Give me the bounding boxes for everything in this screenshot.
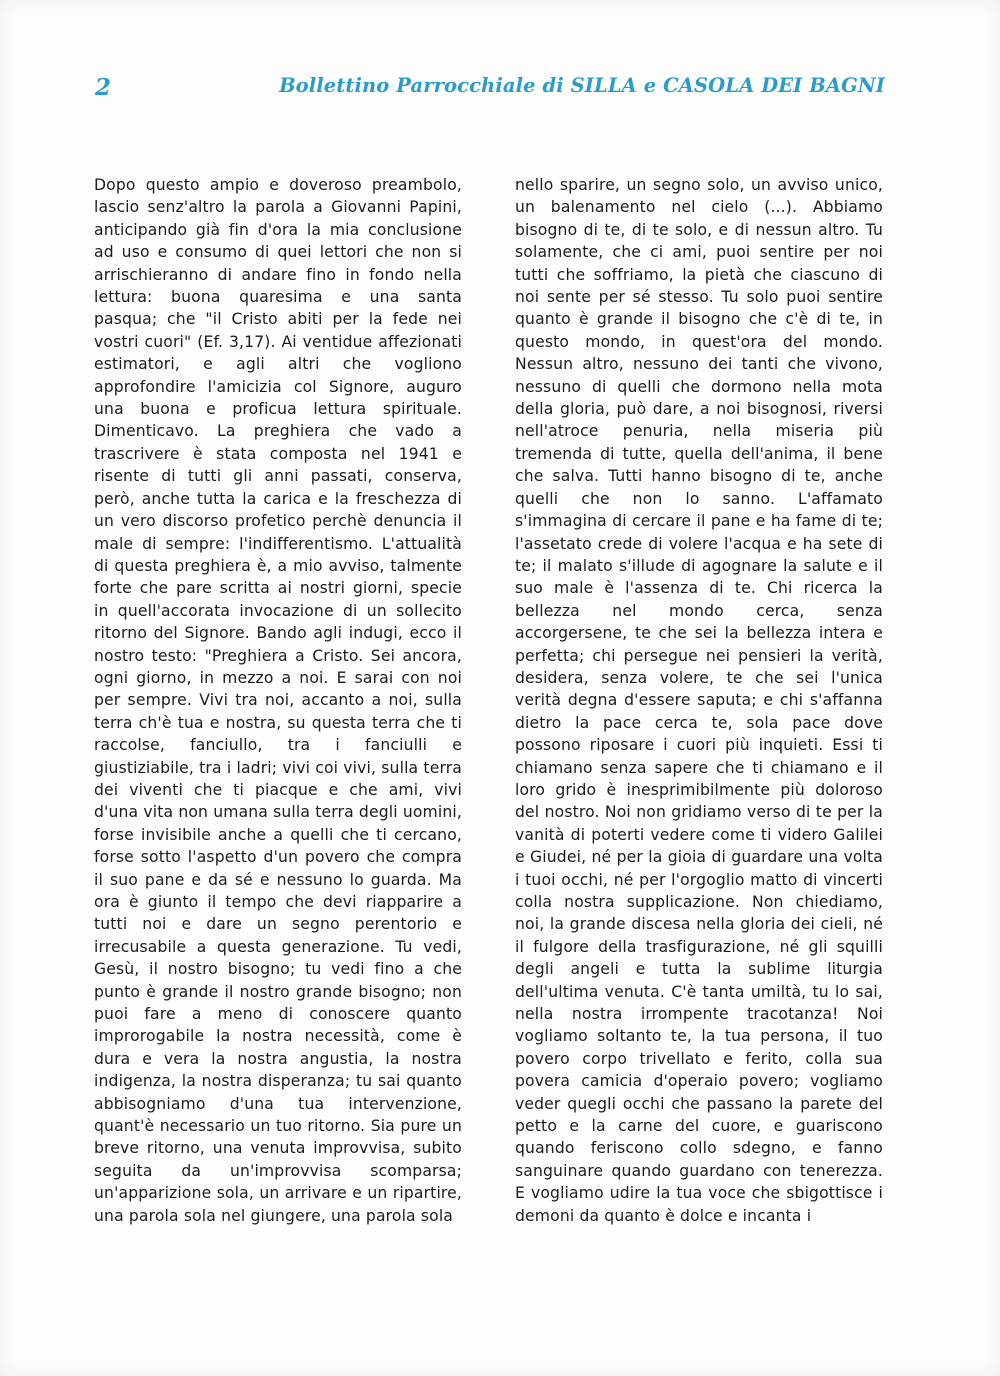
article-text-left: Dopo questo ampio e doveroso preambolo, lascio senz'altro la parola a Giovanni Papini, anticipando già fin d'ora la mia conclusione ad uso e consumo di quei lettori che non si arrischieranno di andare fino in fondo nella lettura: buona quaresima e una santa pasqua; che "il Cristo abiti per la fede nei vostri cuori" (Ef. 3,17). Ai ventidue affezionati estimatori, e agli altri che vogliono approfondire l'amicizia col Signore, auguro una buona e proficua lettura spirituale. Dimenticavo. La preghiera che vado a trascrivere è stata composta nel 1941 e risente di tutti gli anni passati, conserva, però, anche tutta la carica e la freschezza di un vero discorso profetico perchè denuncia il male di sempre: l'indifferentismo. L'attualità di questa preghiera è, a mio avviso, talmente forte che pare scritta ai nostri giorni, specie in quell'accorata invocazione di un sollecito ritorno del Signore. Bando agli indugi, ecco il nostro testo: "Preghiera a Cristo. Sei ancora, ogni giorno, in mezzo a noi. E sarai con noi per sempre. Vivi tra noi, accanto a noi, sulla terra ch'è tua e nostra, su questa terra che ti raccolse, fanciullo, tra i fanciulli e giustiziabile, tra i ladri; vivi coi vivi, sulla terra dei viventi che ti piacque e che ami, vivi d'una vita non umana sulla terra degli uomini, forse invisibile anche a quelli che ti cercano, forse sotto l'aspetto d'un povero che compra il suo pane e da sé e nessuno lo guarda. Ma ora è giunto il tempo che devi riapparire a tutti noi e dare un segno perentorio e irrecusabile a questa generazione. Tu vedi, Gesù, il nostro bisogno; tu vedi fino a che punto è grande il nostro grande bisogno; non puoi fare a meno di conoscere quanto improrogabile la nostra necessità, come è dura e vera la nostra angustia, la nostra indigenza, la nostra disperanza; tu sai quanto abbisogniamo d'una tua intervenzione, quant'è necessario un tuo ritorno. Sia pure un breve ritorno, una venuta improvvisa, subito seguita da un'improvvisa scomparsa; un'apparizione sola, un arrivare e un ripartire, una parola sola nel giungere, una parola sola [94, 176, 462, 1225]
page-header [95, 74, 885, 108]
text-column-left [94, 174, 462, 1227]
article-text-right: nello sparire, un segno solo, un avviso unico, un balenamento nel cielo (...). Abbiamo bisogno di te, di te solo, e di nessun altro. Tu solamente, che ci ami, puoi sentire per noi tutti che soffriamo, la pietà che ciascuno di noi sente per sé stesso. Tu solo puoi sentire quanto è grande il bisogno che c'è di te, in questo mondo, in quest'ora del mondo. Nessun altro, nessuno dei tanti che vivono, nessuno di quelli che dormono nella mota della gloria, può dare, a noi bisognosi, riversi nell'atroce penuria, nella miseria più tremenda di tutte, quella dell'anima, il bene che salva. Tutti hanno bisogno di te, anche quelli che non lo sanno. L'affamato s'immagina di cercare il pane e ha fame di te; l'assetato crede di volere l'acqua e ha sete di te; il malato s'illude di agognare la salute e il suo male è l'assenza di te. Chi ricerca la bellezza nel mondo cerca, senza accorgersene, te che sei la bellezza intera e perfetta; chi persegue nei pensieri la verità, desidera, senza volere, te che sei l'unica verità degna d'essere saputa; e chi s'affanna dietro la pace cerca te, sola pace dove possono riposare i cuori più inquieti. Essi ti chiamano senza sapere che ti chiamano e il loro grido è inesprimibilmente più doloroso del nostro. Noi non gridiamo verso di te per la vanità di poterti vedere come ti videro Galilei e Giudei, né per la gioia di guardare una volta i tuoi occhi, né per l'orgoglio matto di vincerti colla nostra supplicazione. Non chiediamo, noi, la grande discesa nella gloria dei cieli, né il fulgore della trasfigurazione, né gli squilli degli angeli e tutta la sublime liturgia dell'ultima venuta. C'è tanta umiltà, tu lo sai, nella nostra irrompente tracotanza! Noi vogliamo soltanto te, la tua persona, il tuo povero corpo trivellato e ferito, colla sua povera camicia d'operaio povero; vogliamo veder quegli occhi che passano la parete del petto e la carne del cuore, e guariscono quando feriscono collo sdegno, e fanno sanguinare quando guardano con tenerezza. E vogliamo udire la tua voce che sbigottisce i demoni da quanto è dolce e incanta i [515, 176, 883, 1225]
page-number: 2 [95, 74, 112, 101]
bulletin-title: Bollettino Parrocchiale di SILLA e CASOLA DEI BAGNI [279, 74, 885, 97]
text-column-right [515, 174, 883, 1227]
